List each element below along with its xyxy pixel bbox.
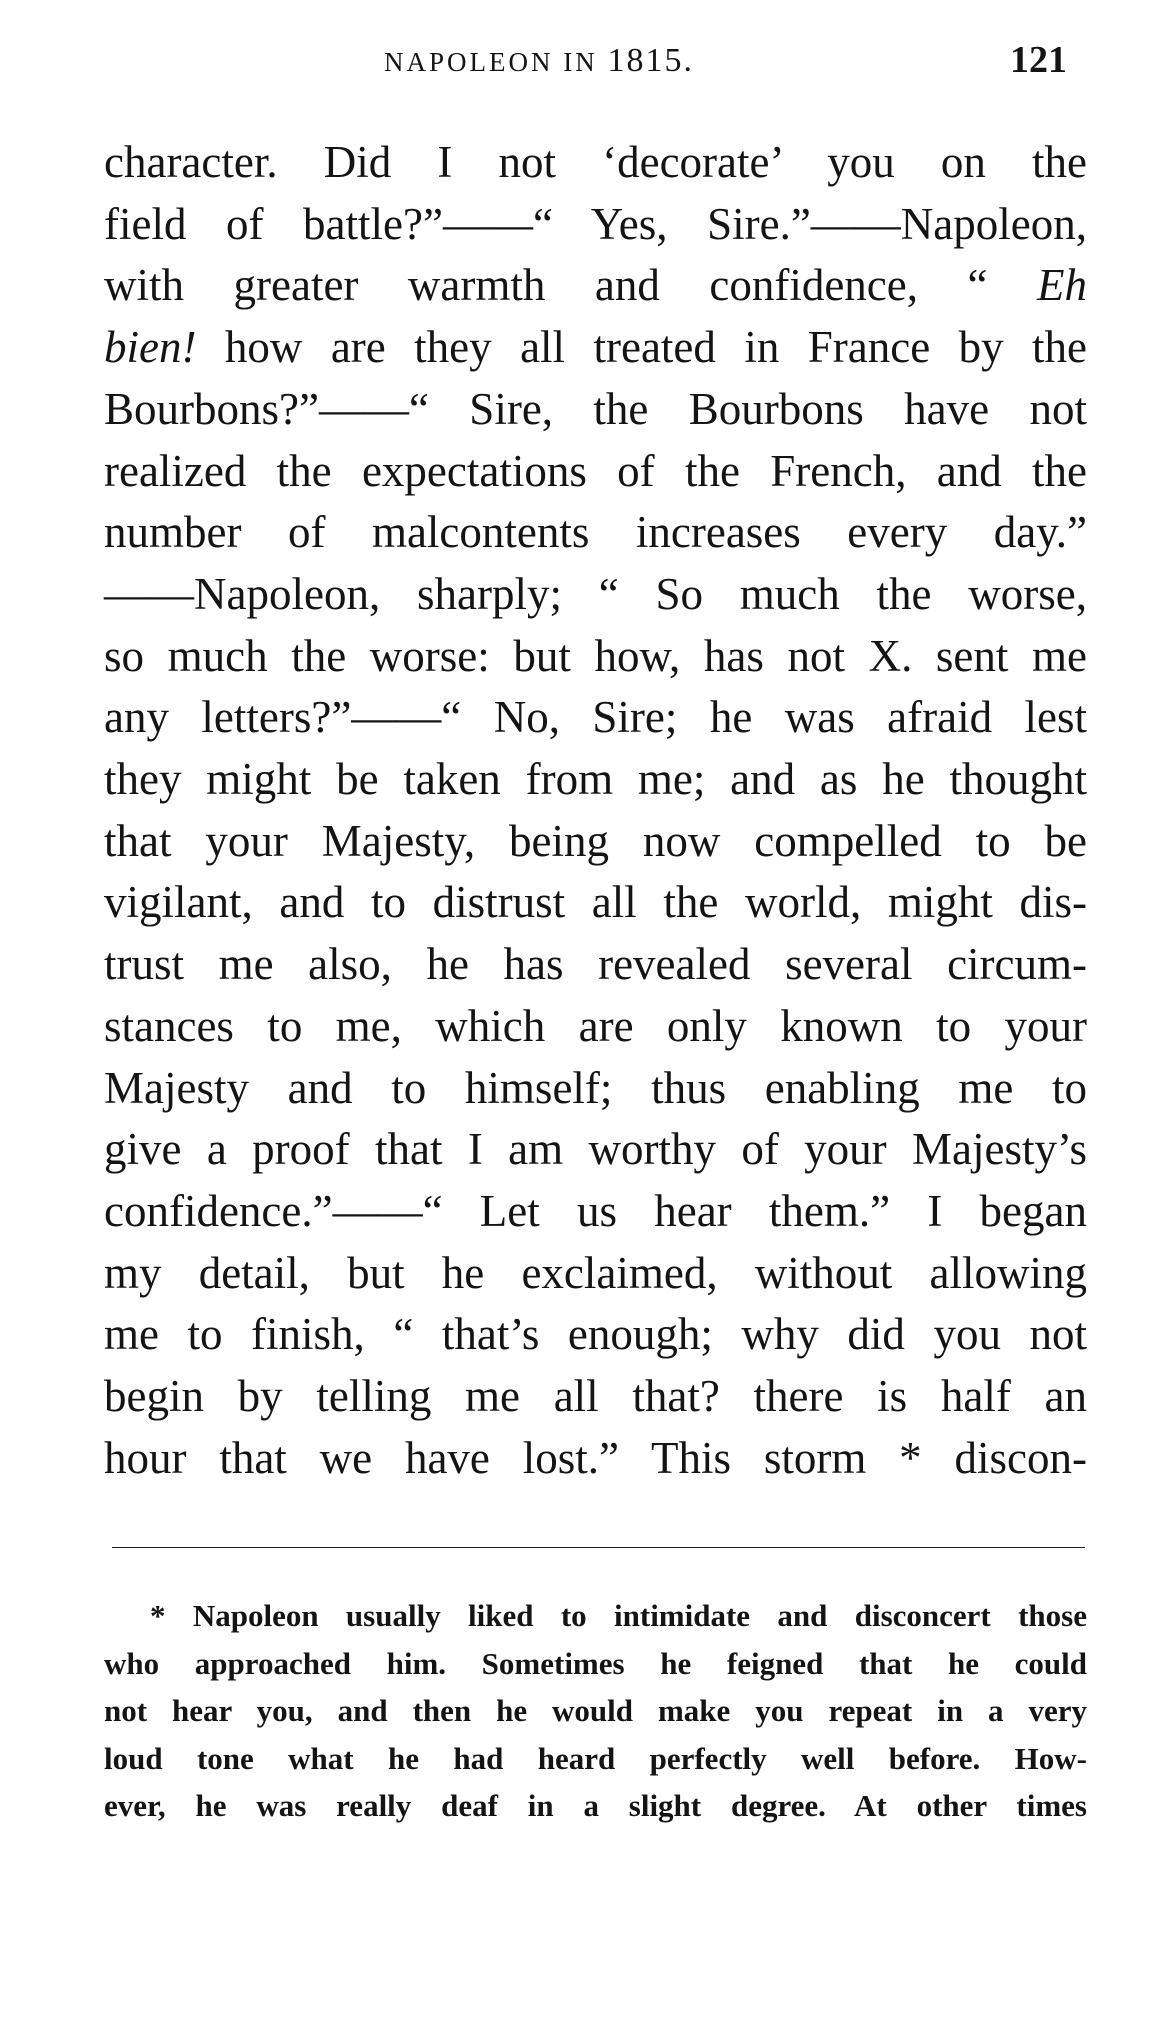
body-line: Majesty and to himself; thus enabling me to (104, 1062, 1087, 1113)
body-line-3-text: with greater warmth and confidence, “ (104, 260, 1037, 311)
footnote (104, 1592, 1087, 1830)
running-title-year: 1815. (607, 42, 694, 79)
body-line: field of battle?”——“ Yes, Sire.”——Napoleon, (104, 198, 1087, 249)
body-line: that your Majesty, being now compelled to be (104, 815, 1087, 866)
body-line: trust me also, he has revealed several circum- (104, 939, 1087, 990)
footnote-rule (112, 1547, 1085, 1548)
body-line: me to finish, “ that’s enough; why did you not (104, 1309, 1087, 1360)
body-line: hour that we have lost.” This storm * discon- (104, 1432, 1087, 1483)
body-line: they might be taken from me; and as he thought (104, 754, 1087, 805)
footnote-line: * Napoleon usually liked to intimidate and disconcert those (150, 1598, 1087, 1633)
body-line: so much the worse: but how, has not X. sent me (104, 630, 1087, 681)
footnote-line: loud tone what he had heard perfectly well before. How- (104, 1740, 1087, 1776)
body-line: my detail, but he exclaimed, without allowing (104, 1247, 1087, 1298)
body-line-3-italic: Eh (1037, 260, 1087, 311)
body-line: realized the expectations of the French, and the (104, 445, 1087, 496)
body-line: give a proof that I am worthy of your Majesty’s (104, 1124, 1087, 1175)
body-line-4 (104, 317, 1087, 379)
footnote-line: who approached him. Sometimes he feigned that he could (104, 1645, 1087, 1681)
page-number: 121 (1010, 39, 1067, 81)
body-line: vigilant, and to distrust all the world, might dis- (104, 877, 1087, 928)
body-line: any letters?”——“ No, Sire; he was afraid lest (104, 692, 1087, 743)
footnote-line: not hear you, and then he would make you repeat in a very (104, 1693, 1087, 1728)
body-text (104, 132, 1087, 1489)
body-line: ——Napoleon, sharply; “ So much the worse, (104, 568, 1087, 619)
body-line: Bourbons?”——“ Sire, the Bourbons have not (104, 383, 1087, 434)
body-line: begin by telling me all that? there is half an (104, 1371, 1087, 1422)
body-line: character. Did I not ‘decorate’ you on the (104, 137, 1087, 187)
running-title (384, 42, 694, 80)
footnote-line: ever, he was really deaf in a slight degree. At other times (104, 1788, 1087, 1823)
body-line-4-text: how are they all treated in France by the (196, 322, 1087, 373)
running-title-text: NAPOLEON IN (384, 47, 598, 77)
body-line-4-italic: bien! (104, 322, 197, 373)
body-line: number of malcontents increases every day.” (104, 507, 1087, 558)
body-line: confidence.”——“ Let us hear them.” I began (104, 1185, 1087, 1236)
body-line: stances to me, which are only known to your (104, 1000, 1087, 1051)
body-line-3 (104, 255, 1087, 317)
